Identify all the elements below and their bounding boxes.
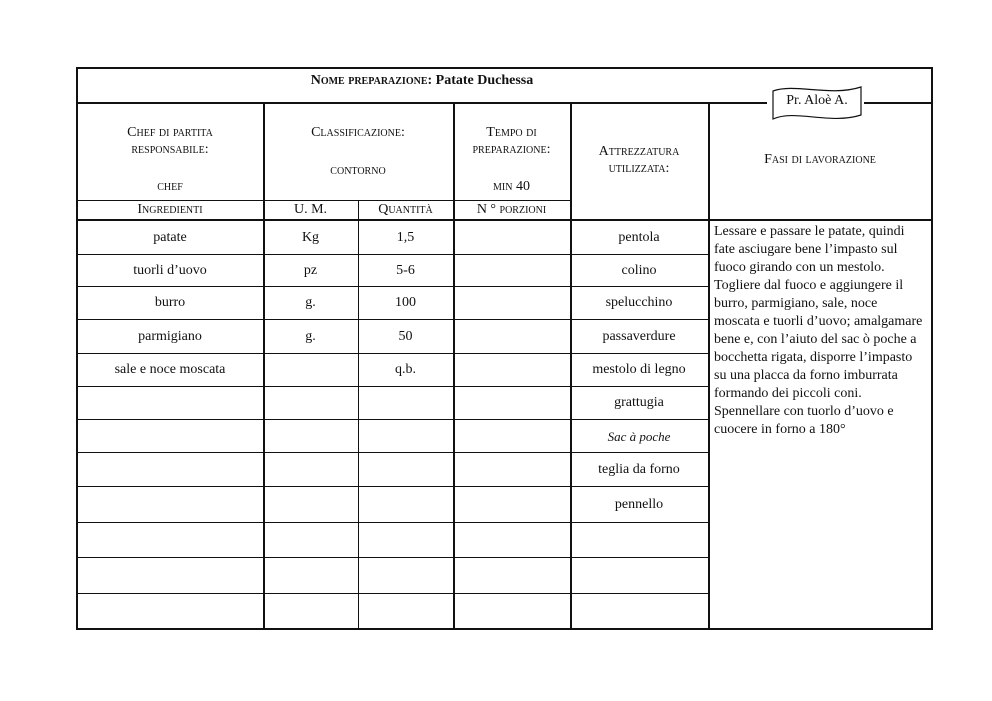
procedure-label: Fasi di lavorazione xyxy=(764,152,876,167)
row-divider xyxy=(77,419,709,420)
col-header-um: U. M. xyxy=(293,202,328,217)
col-header-ingredienti: Ingredienti xyxy=(137,202,203,217)
header-bottom-divider xyxy=(77,219,932,221)
ingredient-name: burro xyxy=(154,295,186,310)
equipment-item: pennello xyxy=(614,497,664,512)
row-divider xyxy=(77,486,709,487)
chef-label-line1: Chef di partita xyxy=(127,125,213,140)
row-divider xyxy=(77,593,709,594)
chef-label-line2: responsabile: xyxy=(131,142,209,157)
chef-label xyxy=(77,124,263,158)
equipment-item: passaverdure xyxy=(602,329,676,344)
ingredient-name: tuorli d’uovo xyxy=(133,263,207,278)
col-header-quantita: Quantità xyxy=(378,202,433,217)
equipment-item: pentola xyxy=(618,230,660,245)
equipment-item: teglia da forno xyxy=(598,462,680,477)
equipment-label-line2: utilizzata: xyxy=(608,161,670,176)
row-divider xyxy=(77,286,709,287)
ingredient-qty: 50 xyxy=(398,329,413,344)
row-divider xyxy=(77,452,709,453)
equipment-item: Sac à poche xyxy=(607,429,671,444)
ingredient-um: g. xyxy=(305,329,316,344)
row-divider xyxy=(77,319,709,320)
ingredient-name: parmigiano xyxy=(138,329,202,344)
author-name: Pr. Aloè A. xyxy=(786,93,848,108)
col-divider xyxy=(263,102,265,629)
page-title xyxy=(77,72,767,89)
title-label: Nome preparazione: xyxy=(310,73,433,88)
ingredient-um: Kg xyxy=(301,230,320,245)
ingredient-um: g. xyxy=(305,295,316,310)
ingredient-qty: q.b. xyxy=(395,362,416,377)
classification-value: contorno xyxy=(330,163,386,178)
time-value: min 40 xyxy=(493,179,530,194)
author-flag xyxy=(770,83,864,125)
equipment-label-line1: Attrezzatura xyxy=(598,144,680,159)
row-divider xyxy=(77,353,709,354)
equipment-label xyxy=(570,143,708,177)
ingredient-name: sale e noce moscata xyxy=(114,362,226,377)
row-divider xyxy=(77,557,709,558)
time-label-line2: preparazione: xyxy=(472,142,551,157)
equipment-item: spelucchino xyxy=(605,295,673,310)
ingredient-qty: 100 xyxy=(395,295,416,310)
time-label-line1: Tempo di xyxy=(486,125,537,140)
title-divider xyxy=(77,102,767,104)
row-divider xyxy=(77,386,709,387)
ingredient-um: pz xyxy=(303,263,318,278)
classification-label: Classificazione: xyxy=(311,125,405,140)
ingredient-qty: 5-6 xyxy=(396,263,415,278)
col-header-porzioni: N ° porzioni xyxy=(476,202,547,217)
chef-value: chef xyxy=(157,179,183,194)
row-divider xyxy=(77,522,709,523)
ingredient-qty: 1,5 xyxy=(396,230,415,245)
ingredient-name: patate xyxy=(153,230,187,245)
procedure-text: Lessare e passare le patate, quindi fate asciugare bene l’impasto sul fuoco girando con un mestolo. Togliere dal fuoco e aggiungere il burro, parmigiano, sale, noce moscata e tuorli d’uovo; amalgamare bene e, con l’aiuto del sac ò poche a bocchetta rigata, disporre l’impasto su una placca da forno imburrata formando dei piccoli coni. Spennellare con tuorlo d’uovo e cuocere in forno a 180° xyxy=(714,224,923,437)
equipment-item: mestolo di legno xyxy=(592,362,686,377)
equipment-item: colino xyxy=(621,263,657,278)
col-divider xyxy=(708,102,710,629)
equipment-item: grattugia xyxy=(614,395,664,410)
recipe-name: Patate Duchessa xyxy=(435,73,534,88)
row-divider xyxy=(77,254,709,255)
time-label xyxy=(453,124,570,158)
title-divider-right xyxy=(864,102,932,104)
